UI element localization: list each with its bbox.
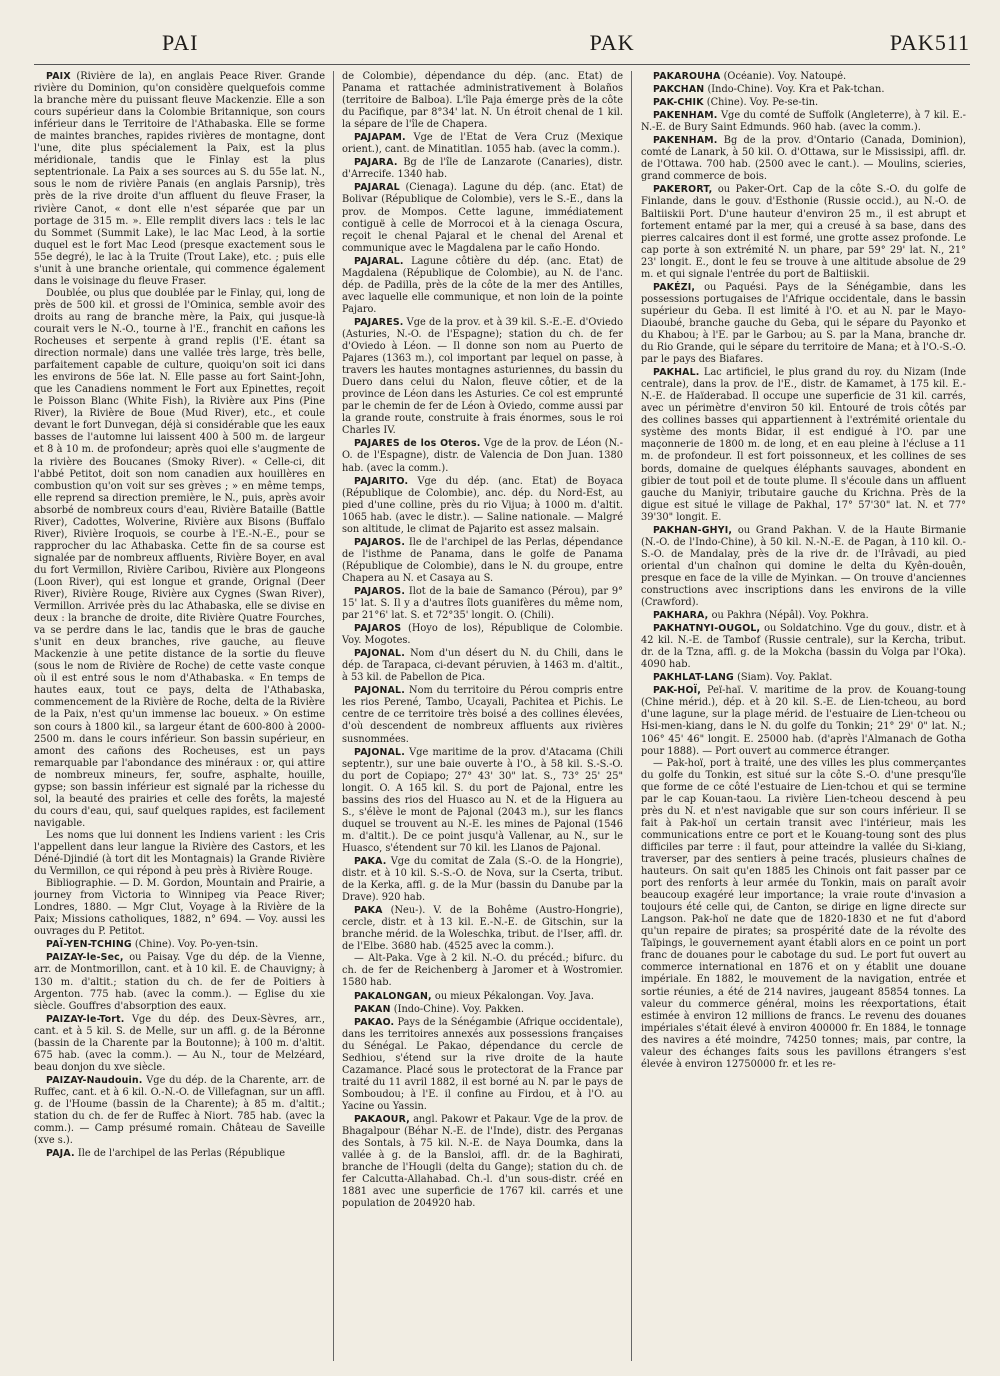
dictionary-entry <box>342 71 623 131</box>
dictionary-entry <box>34 1075 325 1147</box>
running-header <box>34 30 970 65</box>
page-number: 511 <box>934 30 970 55</box>
entry-text: Ile de l'archipel de las Perlas (République <box>74 1148 286 1160</box>
entry-headword: PAKHAN-GHYI, <box>653 524 733 536</box>
entry-text: Vge de la prov. de Léon (N.-O. de l'Espagne), distr. de Valencia de Don Juan. 1380 hab. (avec la comm.). <box>342 438 623 474</box>
dictionary-entry <box>342 256 623 316</box>
entry-text: (Siam). Voy. Paklat. <box>733 672 833 684</box>
entry-headword: PAIZAY-le-Sec, <box>46 952 124 964</box>
entry-text: ou Paker-Ort. Cap de la côte S.-O. du golfe de Finlande, dans le gouv. d'Esthonie (Russie occid.), au N.-O. de Baltiiskii Port. D'une hauteur d'environ 25 m., il est abrupt et fortement entamé par la mer, qui a creusé à sa base, dans des pierres calcaires dont il est formé, une grotte assez profonde. Le cap porte à son extrémité N. un phare, par 59° 29' lat. N., 21° 23' longit. E., dont le feu se trouve à une altitude absolue de 29 m. et qui signale l'entrée du port de Baltiiskii. <box>641 184 966 280</box>
entry-headword: PAJARA. <box>354 157 398 169</box>
entry-text: ou Paisay. Vge du dép. de la Vienne, arr. de Montmorillon, cant. et à 10 kil. E. de Chauvigny; à 130 m. d'altit.; station du ch. de fer de Poitiers à Argenton. 775 hab. (avec la comm.). — Eglise du xie siècle. Gouffres d'absorption des eaux. <box>34 952 325 1012</box>
dictionary-entry <box>342 747 623 855</box>
entry-text: Ilot de la baie de Samanco (Pérou), par 9° 15' lat. S. Il y a d'autres îlots guanifères du même nom, par 21°6' lat. S. et 72°35' longit. O. (Chili). <box>342 585 623 622</box>
entry-text: (Chine). Voy. Po-yen-tsin. <box>131 939 259 951</box>
entry-text: ou mieux Pékalongan. Voy. Java. <box>431 990 594 1002</box>
entry-paragraph: Bibliographie. — D. M. Gordon, Mountain and Prairie, a journey from Victoria to Winnipeg via Peace River; Londres, 1880. — Mgr Clut, Voyage à la Rivière de la Paix; Missions catholiques, 1882, n° 694. — Voy. aussi les ouvrages du P. Petitot. <box>34 878 325 938</box>
entry-headword: PAJONAL. <box>354 685 405 697</box>
dictionary-entry <box>641 672 966 684</box>
entry-headword: PAKHAL. <box>653 367 700 379</box>
entry-text: Vge du comitat de Zala (S.-O. de la Hongrie), distr. et à 10 kil. S.-S.-O. de Nova, sur la Cserta, tribut. de la Kerka, affl. g. de la Mur (bassin du Danube par la Drave). 920 hab. <box>342 856 623 904</box>
entry-headword: PAKERORT, <box>653 184 713 196</box>
dictionary-entry <box>641 610 966 622</box>
dictionary-entry <box>641 367 966 524</box>
entry-text: ou Pakhra (Népâl). Voy. Pokhra. <box>708 610 869 622</box>
dictionary-entry <box>641 135 966 183</box>
dictionary-entry <box>34 71 325 938</box>
dictionary-entry <box>342 438 623 474</box>
entry-text: Pays de la Sénégambie (Afrique occidentale), dans les territoires annexés aux possessions françaises du Sénégal. Le Pakao, dépendance du cercle de Sedhiou, s'étend sur la rive droite de la haute Cazamance. Placé sous le protectorat de la France par traité du 11 avril 1882, il est borné au N. par le pays de Somboudou; à l'E. il confine au Firdou, et à l'O. au Yacine ou Yassin. <box>342 1016 623 1112</box>
dictionary-entry <box>342 182 623 254</box>
entry-headword: PAKAN <box>354 1003 391 1015</box>
entry-text: ou Soldatchino. Vge du gouv., distr. et à 42 kil. N.-E. de Tambof (Russie centrale), sur la Kercha, tribut. dr. de la Tzna, affl. g. de la Mokcha (bassin du Volga par l'Oka). 4090 hab. <box>641 623 966 671</box>
entry-text: Lac artificiel, le plus grand du roy. du Nizam (Inde centrale), dans la prov. de l'E., distr. de Kamamet, à 175 kil. E.-N.-E. de Haïderabad. Il occupe une superficie de 31 kil. carrés, avec un périmètre d'environ 50 kil. Entouré de trois côtés par des collines basses qui appartiennent à l'extrémité orientale du système des monts Bidar, il est endigué à l'O. par une maçonnerie de 1800 m. de long, et en eau pleine à l'écluse a 11 m. de profondeur. Il est fort poissonneux, et les collines de ses bords, domaine de quelques éléphants sauvages, abondent en gibier de tout poil et de toute plume. Il s'écoule dans un affluent gauche du Maniyir, tributaire gauche du Krichna. Près de la digue est situé le village de Pakhal, 17° 57'30" lat. N. et 77° 39'30" longit. E. <box>641 367 966 523</box>
entry-headword: PAKAO. <box>354 1016 395 1028</box>
dictionary-entry <box>342 991 623 1003</box>
entry-headword: PAIZAY-Naudouin. <box>46 1074 143 1086</box>
dictionary-entry <box>342 1114 623 1210</box>
entry-headword: PAJAPAM. <box>354 132 406 144</box>
dictionary-entry <box>641 184 966 280</box>
entry-headword: PAJAROS <box>354 623 402 635</box>
entry-headword: PAJA. <box>46 1148 75 1160</box>
entry-text: Vge du dép. (anc. Etat) de Boyaca (République de Colombie), anc. dép. du Nord-Est, au pied d'une colline, près du rio Vijua; à 1000 m. d'altit. 1065 hab. (avec le distr.). — Saline nationale. — Malgré son altitude, le climat de Pajarito est assez malsain. <box>342 475 623 535</box>
entry-text: Lagune côtière du dép. (anc. Etat) de Magdalena (République de Colombie), au N. de l'anc. dép. de Padilla, près de la côte de la mer des Antilles, avec laquelle elle communique, et non loin de la pointe Pajaro. <box>342 255 623 315</box>
entry-headword: PAKENHAM. <box>653 135 718 147</box>
dictionary-entry <box>34 952 325 1012</box>
entry-paragraph: — Alt-Paka. Vge à 2 kil. N.-O. du précéd.; bifurc. du ch. de fer de Reichenberg à Jaromer et à Wostromier. 1580 hab. <box>342 953 623 989</box>
entry-text: Nom d'un désert du N. du Chili, dans le dép. de Tarapaca, ci-devant péruvien, à 1463 m. d'altit., à 53 kil. de Pabellon de Pica. <box>342 648 623 684</box>
entry-text: (Hoyo de los), République de Colombie. Voy. Mogotes. <box>342 623 623 647</box>
entry-text: Peï-haï. V. maritime de la prov. de Kouang-toung (Chine mérid.), dép. et à 20 kil. S.-E. de Lien-tcheou, au bord d'une lagune, sur la plage mérid. de l'estuaire de Lien-tcheou ou Hsi-men-kiang, dans le N. du golfe du Tonkin; 21° 29' 0" lat. N.; 106° 45' 46" longit. E. 25000 hab. (d'après l'Almanach de Gotha pour 1888). — Port ouvert au commerce étranger. <box>641 685 966 757</box>
entry-text: Ile de l'archipel de las Perlas, dépendance de l'isthme de Panama, dans le golfe de Panama (République de Colombie), dans le N. du groupe, entre Chapera au N. et Casaya au S. <box>342 536 623 584</box>
entry-headword: PAJONAL. <box>354 746 405 758</box>
entry-headword: PAKAROUHA <box>653 71 721 82</box>
entry-headword: PAKHATNYI-OUGOL, <box>653 623 761 635</box>
entry-text: (Océanie). Voy. Natoupé. <box>720 71 847 82</box>
dictionary-entry <box>34 939 325 951</box>
entry-paragraph: — Pak-hoï, port à traité, une des villes les plus commerçantes du golfe du Tonkin, est situé sur la côte S.-O. d'une presqu'île que forme de ce côté l'estuaire de Lien-tchou et qui se termine par le cap Kouan-taou. La rivière Lien-tcheou descend à peu près du N. et n'est navigable que sur son cours inférieur. Il se fait à Pak-hoï un certain transit avec l'intérieur, mais les communications entre ce port et le Kouang-toung sont des plus difficiles par terre : il faut, pour atteindre la vallée du Si-kiang, traverser, par des sentiers à peine tracés, plusieurs chaînes de hauteurs. On sait qu'en 1885 les Chinois ont fait passer par ce port des renforts à leur armée du Tonkin, mais on paraît avoir beaucoup exagéré leur importance; la vraie route d'invasion a toujours été celle qui, de Canton, se dirige en ligne directe sur Langson. Pak-hoï ne date que de 1820-1830 et ne fut d'abord qu'un repaire de pirates; sa prospérité date de la révolte des Taïpings, le gouvernement ayant établi alors en ce point un port franc de douanes pour le cabotage du sud. Le port fut ouvert au commerce international en 1876 et on y établit une douane impériale. En 1882, le mouvement de la navigation, entrée et sortie réunies, a été de 214 navires, jaugeant 85854 tonnes. La valeur du commerce général, moins les réexportations, était estimée à environ 12 millions de francs. Le revenu des douanes impériales s'était élevé à environ 400000 fr. En 1884, le tonnage des navires a été moindre, 74250 tonnes; mais, par contre, la valeur des échanges faits sous les pavillons étrangers s'est élevée à environ 12750000 fr. et les re- <box>641 757 966 1070</box>
entry-paragraph: Doublée, ou plus que doublée par le Finlay, qui, long de près de 500 kil. et grossi de l'Ominica, semble avoir des droits au rang de branche mère, la Paix, qui jusque-là courait vers le N.-O., tourne à l'E., franchit en cañons les Rocheuses et serpente à grand replis (l'E. étant sa direction normale) dans une vallée très large, très belle, parfaitement capable de culture, quoiqu'on soit ici dans les environs de 56e lat. N. Elle passe au fort Saint-John, que les Canadiens nomment le Fort aux Epinettes, reçoit le Poisson Blanc (White Fish), la Rivière aux Pins (Pine River), la Rivière de Boue (Mud River), etc., et coule devant le fort Dunvegan, déjà si considérable que les eaux basses de l'automne lui laissent 400 à 500 m. de largeur et 8 à 10 m. de profondeur; après quoi elle s'augmente de la rivière des Boucanes (Smoky River). « Celle-ci, dit l'abbé Petitot, doit son nom canadien aux houillères en combustion qu'on voit sur ses grèves ; » en même temps, elle reprend sa direction première, le N., puis, après avoir absorbé de nombreux cours d'eau, Rivière Bataille (Battle River), Cadottes, Wolverine, Rivière aux Bisons (Buffalo River), Rivière Iroquois, se courbe à l'E.-N.-E., pour se rapprocher du lac Athabaska. Cette fin de sa course est signalée par de nombreux affluents, Rivière Boyer, en aval du fort Vermillon, Rivière Caribou, Rivière aux Plongeons (Loon River), qui est longue et grande, Orignal (Deer River), Rivière Rouge, Rivière aux Cygnes (Swan River), Vermillon. Arrivée près du lac Athabaska, elle se divise en deux : la branche de droite, dite Rivière Quatre Fourches, va se perdre dans le lac, tandis que le bras de gauche s'unit en deux branches, rive gauche, au fleuve Mackenzie à une petite distance de la sortie du fleuve (sous le nom de Rivière de Roche) de cette vaste conque où il est entré sous le nom d'Athabaska. « En temps de hautes eaux, tout ce pays, delta de l'Athabaska, commencement de la Rivière de Roche, delta de la Rivière de la Paix, n'est qu'un immense lac boueux. » On estime son cours à 1800 kil., sa largeur étant de 600-800 à 2000-2500 m. dans le cours inférieur. Son bassin supérieur, en amont des cañons des Rocheuses, est un pays remarquable par l'abondance des minéraux : or, qui attire de nombreux mineurs, fer, soufre, asphalte, houille, gypse; son bassin inférieur est signalé par la richesse du sol, la beauté des prairies et celle des forêts, la majesté du cours d'eau, qui, sauf quelques rapides, est facilement navigable. <box>34 287 325 829</box>
entry-headword: PAJARAL. <box>354 255 404 267</box>
entry-headword: PAJARITO. <box>354 475 409 487</box>
entry-text: (Indo-Chine). Voy. Kra et Pak-tchan. <box>704 84 885 96</box>
entry-text: Vge de la prov. et à 39 kil. S.-E.-E. d'Oviedo (Asturies, N.-O. de l'Espagne); station du ch. de fer d'Oviedo à Léon. — Il donne son nom au Puerto de Pajares (1363 m.), col important par lequel on passe, à travers les hautes montagnes asturiennes, du bassin du Duero dans celui du Nalon, fleuve côtier, et de la province de Léon dans les Asturies. Ce col est emprunté par le chemin de fer de Léon à Oviedo, comme aussi par la grande route, construite à frais énormes, sous le roi Charles IV. <box>342 316 623 437</box>
dictionary-entry <box>641 110 966 134</box>
entry-text: Vge de l'Etat de Vera Cruz (Mexique orient.), cant. de Minatitlan. 1055 hab. (avec la comm.). <box>342 132 623 156</box>
entry-text: (Neu-). V. de la Bohême (Austro-Hongrie), cercle, distr. et à 13 kil. E.-N.-E. de Gitschin, sur la branche mérid. de la Woleschka, tribut. de l'Iser, affl. dr. de l'Elbe. 3680 hab. (4525 avec la comm.). <box>342 905 623 953</box>
dictionary-entry <box>34 1014 325 1074</box>
entry-headword: PAK-HOÏ, <box>653 685 702 697</box>
dictionary-entry <box>342 476 623 536</box>
entry-headword: PAKÉZI, <box>653 281 696 293</box>
dictionary-entry <box>342 623 623 647</box>
dictionary-entry <box>342 157 623 181</box>
entry-text: de Colombie), dépendance du dép. (anc. Etat) de Panama et rattachée administrativement à Bolaños (territoire de Balboa). L'île Paja émerge près de la côte du Pacifique, par 8°34' lat. N. Un étroit chenal de 1 kil. la sépare de l'île de Chapera. <box>342 71 623 131</box>
column-3 <box>632 71 966 1361</box>
entry-text: (Rivière de la), en anglais Peace River. Grande rivière du Dominion, qu'on considère quelquefois comme la branche mère du puissant fleuve Mackenzie. Elle a son cours supérieur dans la Colombie Britannique, son cours inférieur dans le Territoire de l'Athabaska. Elle se forme de maintes branches, rapides rivières de montagne, dont l'une, dite plus spécialement la Paix, est la plus méridionale, tandis que le Finlay est la plus septentrionale. La Paix a ses sources au S. du 55e lat. N., sous le nom de rivière Panais (en anglais Parsnip), très près de la rive droite d'un affluent du fleuve Fraser, la rivière Canot, « dont elle n'est séparée que par un portage de 315 m. ». Elle remplit divers lacs : tels le lac du Sommet (Summit Lake), le lac Mac Leod, à la sortie duquel est le fort Mac Leod (presque exactement sous le 55e degré), le lac à la Truite (Trout Lake), etc. ; puis elle s'unit à une branche orientale, qui commence également dans le voisinage du fleuve Fraser. <box>34 71 325 287</box>
dictionary-entry <box>342 1004 623 1016</box>
entry-headword: PAK-CHIK <box>653 97 704 109</box>
dictionary-entry <box>641 71 966 83</box>
dictionary-entry <box>342 132 623 156</box>
entry-headword: PAKALONGAN, <box>354 990 432 1002</box>
dictionary-entry <box>342 586 623 622</box>
column-1 <box>34 71 334 1361</box>
entry-text: Bg de la prov. d'Ontario (Canada, Dominion), comté de Lanark, à 50 kil. O. d'Ottawa, sur le Mississipi, affl. dr. de l'Ottawa. 700 hab. (2500 avec le cant.). — Moulins, scieries, grand commerce de bois. <box>641 135 966 183</box>
entry-text: (Chine). Voy. Pe-se-tin. <box>703 97 819 109</box>
entry-headword: PAIX <box>46 71 71 82</box>
entry-text: Vge du dép. des Deux-Sèvres, arr., cant. et à 5 kil. S. de Melle, sur un affl. g. de la Béronne (bassin de la Charente par la Boutonne); à 100 m. d'altit. 675 hab. (avec la comm.). — Au N., tour de Melzéard, beau donjon du xve siècle. <box>34 1013 325 1073</box>
entry-text: Nom du territoire du Pérou compris entre les rios Perené, Tambo, Ucayali, Pachitea et Pichis. Le centre de ce territoire très boisé a des collines élevées, d'où descendent de nombreux affluents aux rivières susnommées. <box>342 685 623 745</box>
dictionary-entry <box>641 623 966 671</box>
entry-text: Vge maritime de la prov. d'Atacama (Chili septentr.), sur une baie ouverte à l'O., à 58 kil. S.-S.-O. du port de Copiapo; 27° 43' 30" lat. S., 73° 25' 25" longit. O. A 165 kil. S. du port de Pajonal, entre les bassins des rios del Huasco au N. et de la Higuera au S., s'élève le mont de Pajonal (2043 m.), sur les flancs duquel se trouvent au N.-E. les mines de Pajonal (1546 m. d'altit.). De ce point jusqu'à Vallenar, au N., sur le Huasco, s'étendent sur 70 kil. les Llanos de Pajonal. <box>342 746 623 854</box>
dictionary-entry <box>342 317 623 437</box>
entry-headword: PAKA. <box>354 856 387 867</box>
dictionary-entry <box>34 1148 325 1160</box>
dictionary-entry <box>342 685 623 745</box>
dictionary-entry <box>641 282 966 366</box>
entry-headword: PAJARAL <box>354 182 400 194</box>
dictionary-entry <box>342 537 623 585</box>
header-left-word: PAI <box>162 30 199 55</box>
dictionary-entry <box>641 685 966 1071</box>
header-right-word: PAK <box>889 30 935 55</box>
entry-headword: PAKHARA, <box>653 610 709 622</box>
dictionary-entry <box>641 525 966 609</box>
entry-headword: PAJAROS. <box>354 536 406 548</box>
entry-paragraph: Les noms que lui donnent les Indiens varient : les Cris l'appellent dans leur langue la Rivière des Castors, et les Déné-Djindié (à tort dit les Montagnais) la Grande Rivière du Vermillon, ce qui répond à peu près à Rivière Rouge. <box>34 829 325 878</box>
dictionary-entry <box>342 856 623 904</box>
entry-text: (Cienaga). Lagune du dép. (anc. Etat) de Bolivar (République de Colombie), vers le S.-E., dans la prov. de Mompos. Cette lagune, immédiatement contiguë à celle de Morrocoi et à la cienaga Oscura, reçoit le chenal Pajaral et le chenal del Arenal et communique avec le Magdalena par le caño Hondo. <box>342 182 623 254</box>
entry-headword: PAJARES de los Oteros. <box>354 438 481 450</box>
entry-headword: PAKAOUR, <box>354 1113 410 1125</box>
entry-headword: PAJONAL. <box>354 648 405 660</box>
column-2 <box>334 71 632 1361</box>
header-center-word: PAK <box>589 30 635 55</box>
entry-headword: PAIZAY-le-Tort. <box>46 1013 125 1025</box>
dictionary-entry <box>342 905 623 989</box>
entry-headword: PAKCHAN <box>653 84 705 96</box>
entry-headword: PAKA <box>354 905 383 917</box>
entry-text: Bg de l'île de Lanzarote (Canaries), distr. d'Arrecife. 1340 hab. <box>342 157 623 181</box>
entry-text: Vge du dép. de la Charente, arr. de Ruffec, cant. et à 6 kil. O.-N.-O. de Villefagnan, sur un affl. g. de l'Houme (bassin de la Charente); à 85 m. d'altit.; station du ch. de fer de Ruffec à Niort. 785 hab. (avec la comm.). — Camp présumé romain. Château de Saveille (xve s.). <box>34 1074 325 1147</box>
entry-text: ou Paquési. Pays de la Sénégambie, dans les possessions portugaises de l'Afrique occidentale, dans le bassin supérieur du Geba. Il est limité à l'O. et au N. par le Mayo-Diaoubé, branche gauche du Geba, qui le sépare du Payonko et du Khabou; à l'E. par le Garbou; au S. par la Mana, branche dr. du Rio Grande, qui le sépare du territoire de Mana; et à l'O.-S.-O. par le pays des Biafares. <box>641 281 966 366</box>
entry-text: (Indo-Chine). Voy. Pakken. <box>390 1003 524 1015</box>
text-columns <box>34 71 970 1361</box>
dictionary-entry <box>641 97 966 109</box>
dictionary-entry <box>342 648 623 684</box>
entry-text: Vge du comté de Suffolk (Angleterre), à 7 kil. E.-N.-E. de Bury Saint Edmunds. 960 hab. (avec la comm.). <box>641 110 966 134</box>
entry-headword: PAJARES. <box>354 316 404 328</box>
dictionary-entry <box>342 1017 623 1113</box>
entry-headword: PAJAROS. <box>354 585 406 597</box>
entry-headword: PAKHLAT-LANG <box>653 672 734 684</box>
entry-text: angl. Pakowr et Pakaur. Vge de la prov. de Bhagalpour (Béhar N.-E. de l'Inde), distr. des Perganas des Sontals, à 75 kil. N.-E. de Naya Doumka, dans la vallée à g. de la Bansloi, affl. dr. de la Baghirati, branche de l'Hougli (delta du Gange); station du ch. de fer Calcutta-Allahabad. Ch.-l. d'un sous-distr. créé en 1881 avec une superficie de 1767 kil. carrés et une population de 204920 hab. <box>342 1113 623 1210</box>
entry-headword: PAKENHAM. <box>653 110 718 122</box>
dictionary-entry <box>641 84 966 96</box>
entry-headword: PAÏ-YEN-TCHING <box>46 939 132 951</box>
entry-text: ou Grand Pakhan. V. de la Haute Birmanie (N.-O. de l'Indo-Chine), à 50 kil. N.-N.-E. de Pagan, à 110 kil. O.-S.-O. de Mandalay, près de la rive dr. de l'Irâvadi, au pied oriental d'un chaînon qui domine le delta du Kyên-douên, presque en face de la ville de Myinkan. — On trouve d'anciennes constructions avec inscriptions dans les environs de la ville (Crawford). <box>641 524 966 609</box>
